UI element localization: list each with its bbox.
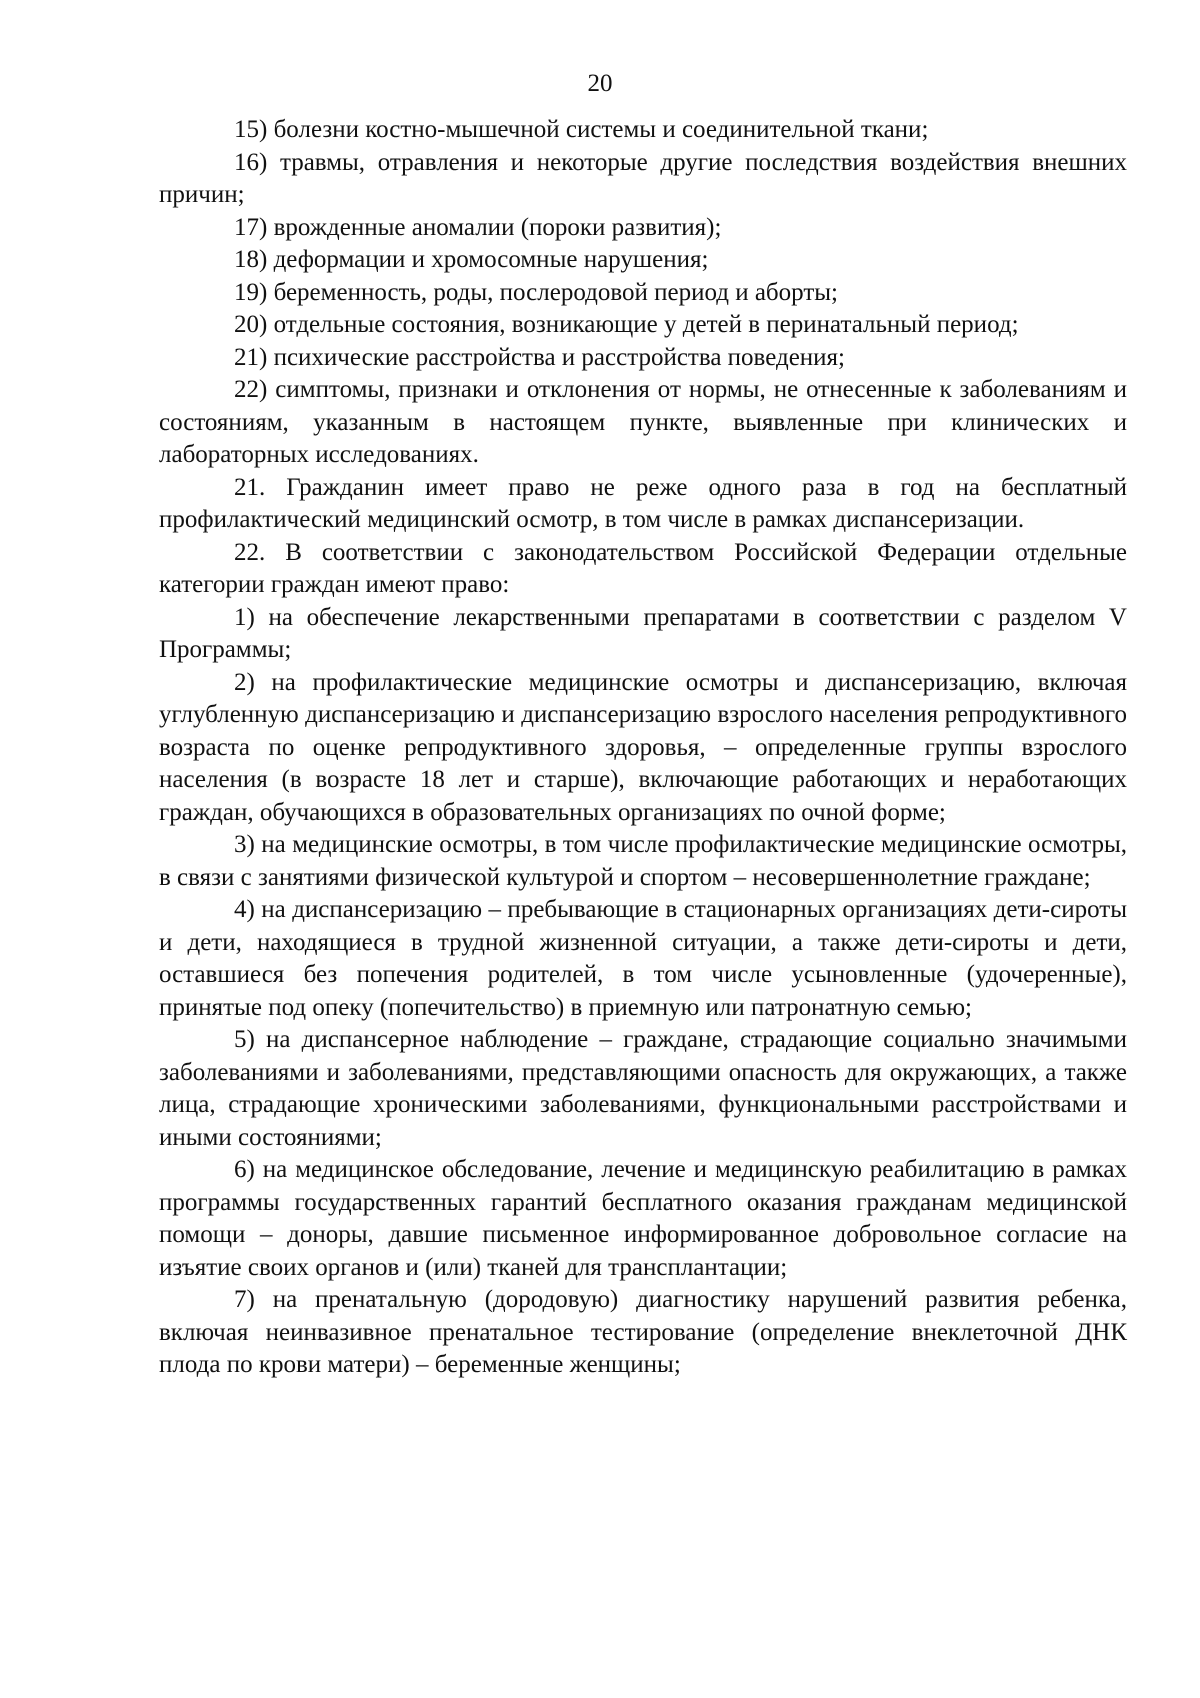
list-item-21-mental-disorders: 21) психические расстройства и расстройства поведения; <box>234 343 845 371</box>
right-1-medication-supply: 1) на обеспечение лекарственными препаратами в соответствии с разделом V Программы; <box>159 603 1127 663</box>
right-2-preventive-exams: 2) на профилактические медицинские осмотры и диспансеризацию, включая углубленную диспансеризацию и диспансеризацию взрослого населения репродуктивного возраста по оценке репродуктивного здоровья, – определенные группы взрослого населения (в возрасте 18 лет и старше), включающие работающих и неработающих граждан, обучающихся в образовательных организациях по очной форме; <box>159 668 1127 826</box>
list-item-22-symptoms-signs: 22) симптомы, признаки и отклонения от нормы, не отнесенные к заболеваниям и состояниям, указанным в настоящем пункте, выявленные при клинических и лабораторных исследованиях. <box>159 376 1127 468</box>
list-item-18-chromosomal-disorders: 18) деформации и хромосомные нарушения; <box>234 246 709 273</box>
list-item-15-musculoskeletal-diseases: 15) болезни костно-мышечной системы и соединительной ткани; <box>234 116 929 143</box>
right-3-medical-exams-minors: 3) на медицинские осмотры, в том числе профилактические медицинские осмотры, в связи с занятиями физической культурой и спортом – несовершеннолетние граждане; <box>159 831 1127 891</box>
clause-22-citizen-categories: 22. В соответствии с законодательством Российской Федерации отдельные категории граждан имеют право: <box>159 538 1127 598</box>
right-5-dispensary-observation: 5) на диспансерное наблюдение – граждане, страдающие социально значимыми заболеваниями и заболеваниями, представляющими опасность для окружающих, а также лица, страдающие хроническими заболеваниями, функциональными расстройствами и иными состояниями; <box>159 1026 1127 1151</box>
right-6-donors: 6) на медицинское обследование, лечение и медицинскую реабилитацию в рамках программы государственных гарантий бесплатного оказания гражданам медицинской помощи – доноры, давшие письменное информированное добровольное согласие на изъятие своих органов и (или) тканей для трансплантации; <box>159 1156 1127 1281</box>
clause-21-preventive-exam: 21. Гражданин имеет право не реже одного раза в год на бесплатный профилактический медицинский осмотр, в том числе в рамках диспансеризации. <box>159 473 1127 533</box>
right-7-prenatal-diagnostics: 7) на пренатальную (дородовую) диагностику нарушений развития ребенка, включая неинвазивное пренатальное тестирование (определение внеклеточной ДНК плода по крови матери) – беременные женщины; <box>159 1286 1127 1378</box>
document-body <box>159 114 1127 1382</box>
page-number: 20 <box>587 70 613 97</box>
list-item-20-perinatal-conditions: 20) отдельные состояния, возникающие у детей в перинатальный период; <box>234 311 1019 338</box>
list-item-16-injuries-poisoning: 16) травмы, отравления и некоторые другие последствия воздействия внешних причин; <box>159 148 1127 208</box>
list-item-17-congenital-anomalies: 17) врожденные аномалии (пороки развития); <box>234 213 722 241</box>
right-4-orphans-dispensarization: 4) на диспансеризацию – пребывающие в стационарных организациях дети-сироты и дети, находящиеся в трудной жизненной ситуации, а также дети-сироты и дети, оставшиеся без попечения родителей, в том числе усыновленные (удочеренные), принятые под опеку (попечительство) в приемную или патронатную семью; <box>159 896 1127 1021</box>
list-item-19-pregnancy-childbirth: 19) беременность, роды, послеродовой период и аборты; <box>234 278 838 306</box>
